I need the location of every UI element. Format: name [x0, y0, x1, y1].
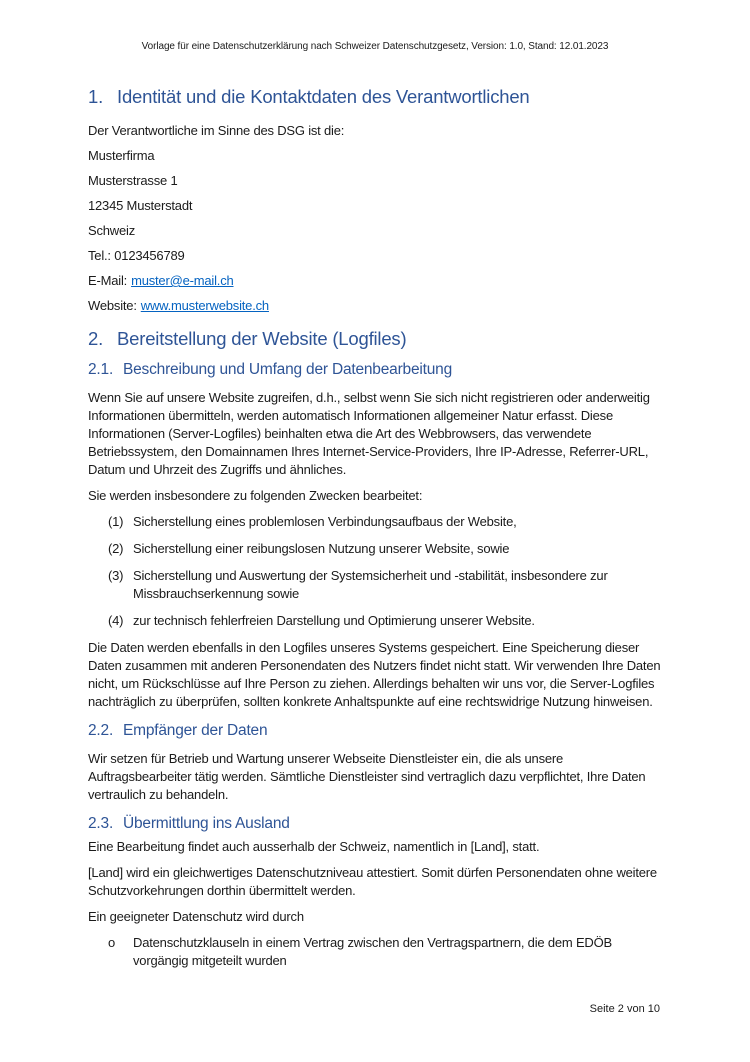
heading-2-2-title: Empfänger der Daten: [123, 722, 268, 739]
list-item: [88, 513, 662, 531]
heading-2-title: Bereitstellung der Website (Logfiles): [117, 328, 407, 349]
email-link[interactable]: muster@e-mail.ch: [131, 273, 234, 288]
heading-2-1-number: 2.1.: [88, 361, 114, 378]
list-item: [88, 567, 662, 603]
website-link[interactable]: www.musterwebsite.ch: [140, 298, 269, 313]
list-item-text: Sicherstellung einer reibungslosen Nutzung unserer Website, sowie: [133, 541, 510, 556]
heading-2-2-number: 2.2.: [88, 722, 114, 739]
controller-intro-text: Der Verantwortliche im Sinne des DSG ist die:: [88, 123, 345, 138]
list-item: [88, 612, 662, 630]
heading-2-3-title: Übermittlung ins Ausland: [123, 815, 290, 832]
heading-section-2: [88, 328, 662, 350]
page-number: Seite 2 von 10: [589, 1003, 660, 1015]
heading-section-2-2: [88, 721, 662, 741]
paragraph-abroad-3: Ein geeigneter Datenschutz wird durch: [88, 909, 304, 924]
list-item-marker: (1): [108, 514, 124, 529]
safeguards-list: [88, 934, 662, 970]
contact-city: 12345 Musterstadt: [88, 198, 193, 213]
document-header-line: Vorlage für eine Datenschutzerklärung nach Schweizer Datenschutzgesetz, Version: 1.0, Stand: 12.01.2023: [141, 41, 609, 52]
document-body: [88, 86, 662, 979]
heading-2-3-number: 2.3.: [88, 815, 114, 832]
list-item: [88, 540, 662, 558]
website-label: Website:: [88, 298, 137, 313]
paragraph-logfiles-description: Wenn Sie auf unsere Website zugreifen, d.h., selbst wenn Sie sich nicht registrieren oder anderweitig Informationen übermitteln, werden automatisch Informationen allgemeiner Natur erfasst. Diese Informationen (Server-Logfiles) beinhalten etwa die Art des Webbrowsers, das verwendete Betriebssystem, den Domainnamen Ihres Internet-Service-Providers, Ihre IP-Adresse, Referrer-URL, Datum und Uhrzeit des Zugriffs und ähnliches.: [88, 390, 650, 477]
paragraph-recipients: Wir setzen für Betrieb und Wartung unserer Webseite Dienstleister ein, die als unsere Auftragsbearbeiter tätig werden. Sämtliche Dienstleister sind vertraglich dazu verpflichtet, Ihre Daten vertraulich zu behandeln.: [88, 751, 646, 802]
list-item-text: Sicherstellung und Auswertung der Systemsicherheit und -stabilität, insbesondere zur Missbrauchserkennung sowie: [133, 568, 608, 601]
contact-company: Musterfirma: [88, 148, 155, 163]
list-item-text: Datenschutzklauseln in einem Vertrag zwischen den Vertragspartnern, die dem EDÖB vorgängig mitgeteilt wurden: [133, 935, 612, 968]
paragraph-abroad-1: Eine Bearbeitung findet auch ausserhalb der Schweiz, namentlich in [Land], statt.: [88, 839, 540, 854]
list-item-marker: o: [108, 935, 116, 950]
list-item-marker: (3): [108, 568, 124, 583]
list-item-marker: (2): [108, 541, 124, 556]
contact-phone: Tel.: 0123456789: [88, 248, 185, 263]
email-label: E-Mail:: [88, 273, 128, 288]
heading-section-2-3: [88, 814, 662, 834]
list-item-marker: (4): [108, 613, 124, 628]
heading-2-number: 2.: [88, 328, 104, 349]
heading-1-number: 1.: [88, 86, 104, 107]
list-item-text: Sicherstellung eines problemlosen Verbindungsaufbaus der Website,: [133, 514, 517, 529]
list-item-text: zur technisch fehlerfreien Darstellung und Optimierung unserer Website.: [133, 613, 535, 628]
paragraph-logfiles-storage: Die Daten werden ebenfalls in den Logfiles unseres Systems gespeichert. Eine Speicherung dieser Daten zusammen mit anderen Personendaten des Nutzers findet nicht statt. Wir verwenden Ihre Daten nicht, um Rückschlüsse auf Ihre Person zu ziehen. Allerdings behalten wir uns vor, die Server-Logfiles nachträglich zu überprüfen, sollten konkrete Anhaltspunkte auf eine rechtswidrige Nutzung hinweisen.: [88, 640, 661, 709]
heading-2-1-title: Beschreibung und Umfang der Datenbearbeitung: [123, 361, 452, 378]
contact-email-line: [88, 272, 662, 290]
paragraph-purposes-intro: Sie werden insbesondere zu folgenden Zwecken bearbeitet:: [88, 488, 423, 503]
purposes-list: [88, 513, 662, 630]
contact-street: Musterstrasse 1: [88, 173, 178, 188]
contact-website-line: [88, 297, 662, 315]
contact-country: Schweiz: [88, 223, 136, 238]
heading-1-title: Identität und die Kontaktdaten des Verantwortlichen: [117, 86, 530, 107]
heading-section-1: [88, 86, 662, 108]
list-item: [88, 934, 662, 970]
heading-section-2-1: [88, 360, 662, 380]
paragraph-abroad-2: [Land] wird ein gleichwertiges Datenschutzniveau attestiert. Somit dürfen Personendaten ohne weitere Schutzvorkehrungen dorthin übermittelt werden.: [88, 865, 657, 898]
